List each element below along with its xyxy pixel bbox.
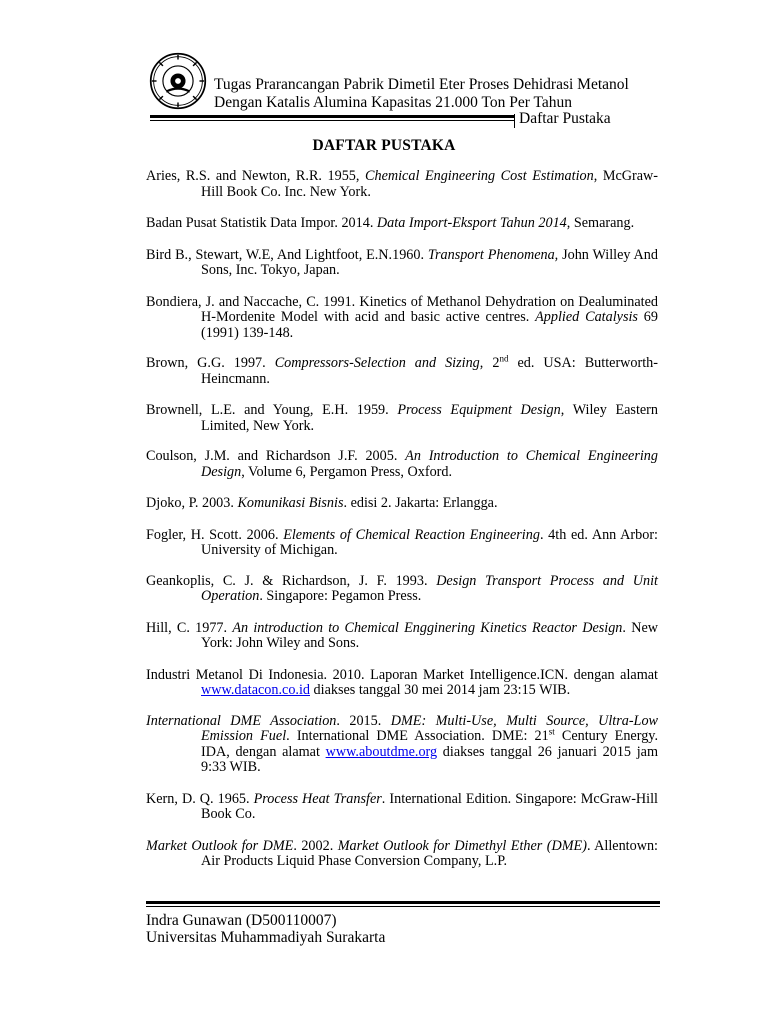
reference-item xyxy=(146,248,658,279)
header-title-line-1: Tugas Prarancangan Pabrik Dimetil Eter Proses Dehidrasi Metanol xyxy=(214,76,629,93)
reference-italic-text: Process Heat Transfer xyxy=(253,790,382,807)
header-rule-thick xyxy=(150,115,514,118)
reference-text: , Volume 6, Pergamon Press, Oxford. xyxy=(241,463,453,480)
reference-text: . Singapore: Pegamon Press. xyxy=(259,588,422,604)
reference-text: . edisi 2. Jakarta: Erlangga. xyxy=(343,495,498,511)
reference-item xyxy=(146,449,658,480)
reference-text: Century Energy. IDA, dengan alamat xyxy=(201,728,659,760)
footer-author: Indra Gunawan (D500110007) xyxy=(146,912,337,929)
reference-text: , 2 xyxy=(479,355,500,371)
reference-text: . New York: John Wiley and Sons. xyxy=(201,619,658,651)
reference-text: ed. USA: Butterworth-Heincmann. xyxy=(201,355,659,387)
reference-item xyxy=(146,528,658,559)
reference-text: Brownell, L.E. and Young, E.H. 1959. xyxy=(146,402,398,418)
reference-italic-text: Design Transport Process and Unit Operation xyxy=(201,572,658,604)
reference-italic-text: DME: Multi-Use, Multi Source, Ultra-Low Emission Fuel xyxy=(201,712,658,744)
reference-text: . 2002. xyxy=(293,837,338,854)
reference-item xyxy=(146,714,658,776)
reference-italic-text: Applied Catalysis xyxy=(535,309,638,325)
reference-text: . Allentown: Air Products Liquid Phase Conversion Company, L.P. xyxy=(201,837,658,869)
reference-item xyxy=(146,169,658,200)
reference-item xyxy=(146,496,658,512)
reference-text: 69 (1991) 139-148. xyxy=(201,309,658,341)
page-header xyxy=(146,52,662,128)
reference-item xyxy=(146,792,658,823)
reference-text: Brown, G.G. 1997. xyxy=(146,355,275,371)
reference-text: diakses tanggal 26 januari 2015 jam 9:33 WIB. xyxy=(201,743,658,775)
reference-item xyxy=(146,295,658,342)
header-section-label: Daftar Pustaka xyxy=(519,110,611,127)
reference-text: , Semarang. xyxy=(566,215,635,231)
reference-item xyxy=(146,353,659,387)
reference-italic-text: Market Outlook for Dimethyl Ether (DME) xyxy=(337,837,587,854)
reference-italic-text: International DME Association xyxy=(146,712,337,729)
reference-text: Bird B., Stewart, W.E, And Lightfoot, E.N.1960. xyxy=(146,246,428,263)
reference-italic-text: Market Outlook for DME xyxy=(146,837,294,854)
reference-text: diakses tanggal 30 mei 2014 jam 23:15 WIB. xyxy=(310,682,571,698)
reference-text: Coulson, J.M. and Richardson J.F. 2005. xyxy=(146,448,406,464)
footer-rule-thick xyxy=(146,901,660,904)
reference-text: Geankoplis, C. J. & Richardson, J. F. 1993. xyxy=(146,572,437,589)
reference-italic-text: Elements of Chemical Reaction Engineering xyxy=(283,526,540,543)
reference-italic-text: An Introduction to Chemical Engineering Design xyxy=(201,448,658,480)
reference-italic-text: Data Import-Eksport Tahun 2014 xyxy=(376,215,567,231)
reference-item xyxy=(146,216,658,232)
reference-text: Djoko, P. 2003. xyxy=(146,495,238,511)
header-rule-thin xyxy=(150,120,514,121)
reference-link[interactable]: www.datacon.co.id xyxy=(201,682,310,698)
reference-italic-text: An introduction to Chemical Engginering Kinetics Reactor Design xyxy=(232,619,623,636)
reference-italic-text: Process Equipment Design xyxy=(397,402,561,418)
reference-item xyxy=(146,668,658,699)
reference-list xyxy=(146,169,658,870)
page-title: DAFTAR PUSTAKA xyxy=(312,137,456,154)
reference-italic-text: Transport Phenomena, xyxy=(427,246,559,263)
reference-text: Industri Metanol Di Indonesia. 2010. Laporan Market Intelligence.ICN. dengan alamat xyxy=(146,666,658,683)
reference-item xyxy=(146,403,658,434)
reference-item xyxy=(146,839,658,870)
reference-text: John Willey And Sons, Inc. Tokyo, Japan. xyxy=(201,246,658,278)
reference-text: . International Edition. Singapore: McGraw-Hill Book Co. xyxy=(201,790,658,822)
footer-rule-thin xyxy=(146,906,660,907)
reference-text: Bondiera, J. and Naccache, C. 1991. Kinetics of Methanol Dehydration on Dealuminated H-Mordenite Model with acid and basic active centres. xyxy=(146,293,658,325)
footer-university: Universitas Muhammadiyah Surakarta xyxy=(146,929,386,946)
reference-text: . 2015. xyxy=(336,712,391,729)
university-logo-icon xyxy=(149,52,207,110)
superscript: st xyxy=(548,726,555,737)
reference-text: . 4th ed. Ann Arbor: University of Michigan. xyxy=(201,526,658,558)
reference-item xyxy=(146,574,658,605)
reference-italic-text: Compressors-Selection and Sizing xyxy=(274,355,480,371)
reference-item xyxy=(146,621,658,652)
reference-text: , McGraw-Hill Book Co. Inc. New York. xyxy=(201,168,658,200)
header-rule-vertical xyxy=(514,114,515,128)
reference-text: Hill, C. 1977. xyxy=(146,619,233,636)
reference-italic-text: Komunikasi Bisnis xyxy=(237,495,344,511)
reference-text: Aries, R.S. and Newton, R.R. 1955, xyxy=(146,168,366,184)
reference-link[interactable]: www.aboutdme.org xyxy=(325,743,438,760)
reference-text: Kern, D. Q. 1965. xyxy=(146,790,254,807)
reference-text: Badan Pusat Statistik Data Impor. 2014. xyxy=(146,215,377,231)
reference-text: , Wiley Eastern Limited, New York. xyxy=(201,402,658,434)
reference-text: Fogler, H. Scott. 2006. xyxy=(146,526,284,543)
reference-text: . International DME Association. DME: 21 xyxy=(286,728,549,744)
header-title-line-2: Dengan Katalis Alumina Kapasitas 21.000 Ton Per Tahun xyxy=(214,94,573,111)
reference-italic-text: Chemical Engineering Cost Estimation xyxy=(365,168,594,184)
superscript: nd xyxy=(499,353,509,364)
